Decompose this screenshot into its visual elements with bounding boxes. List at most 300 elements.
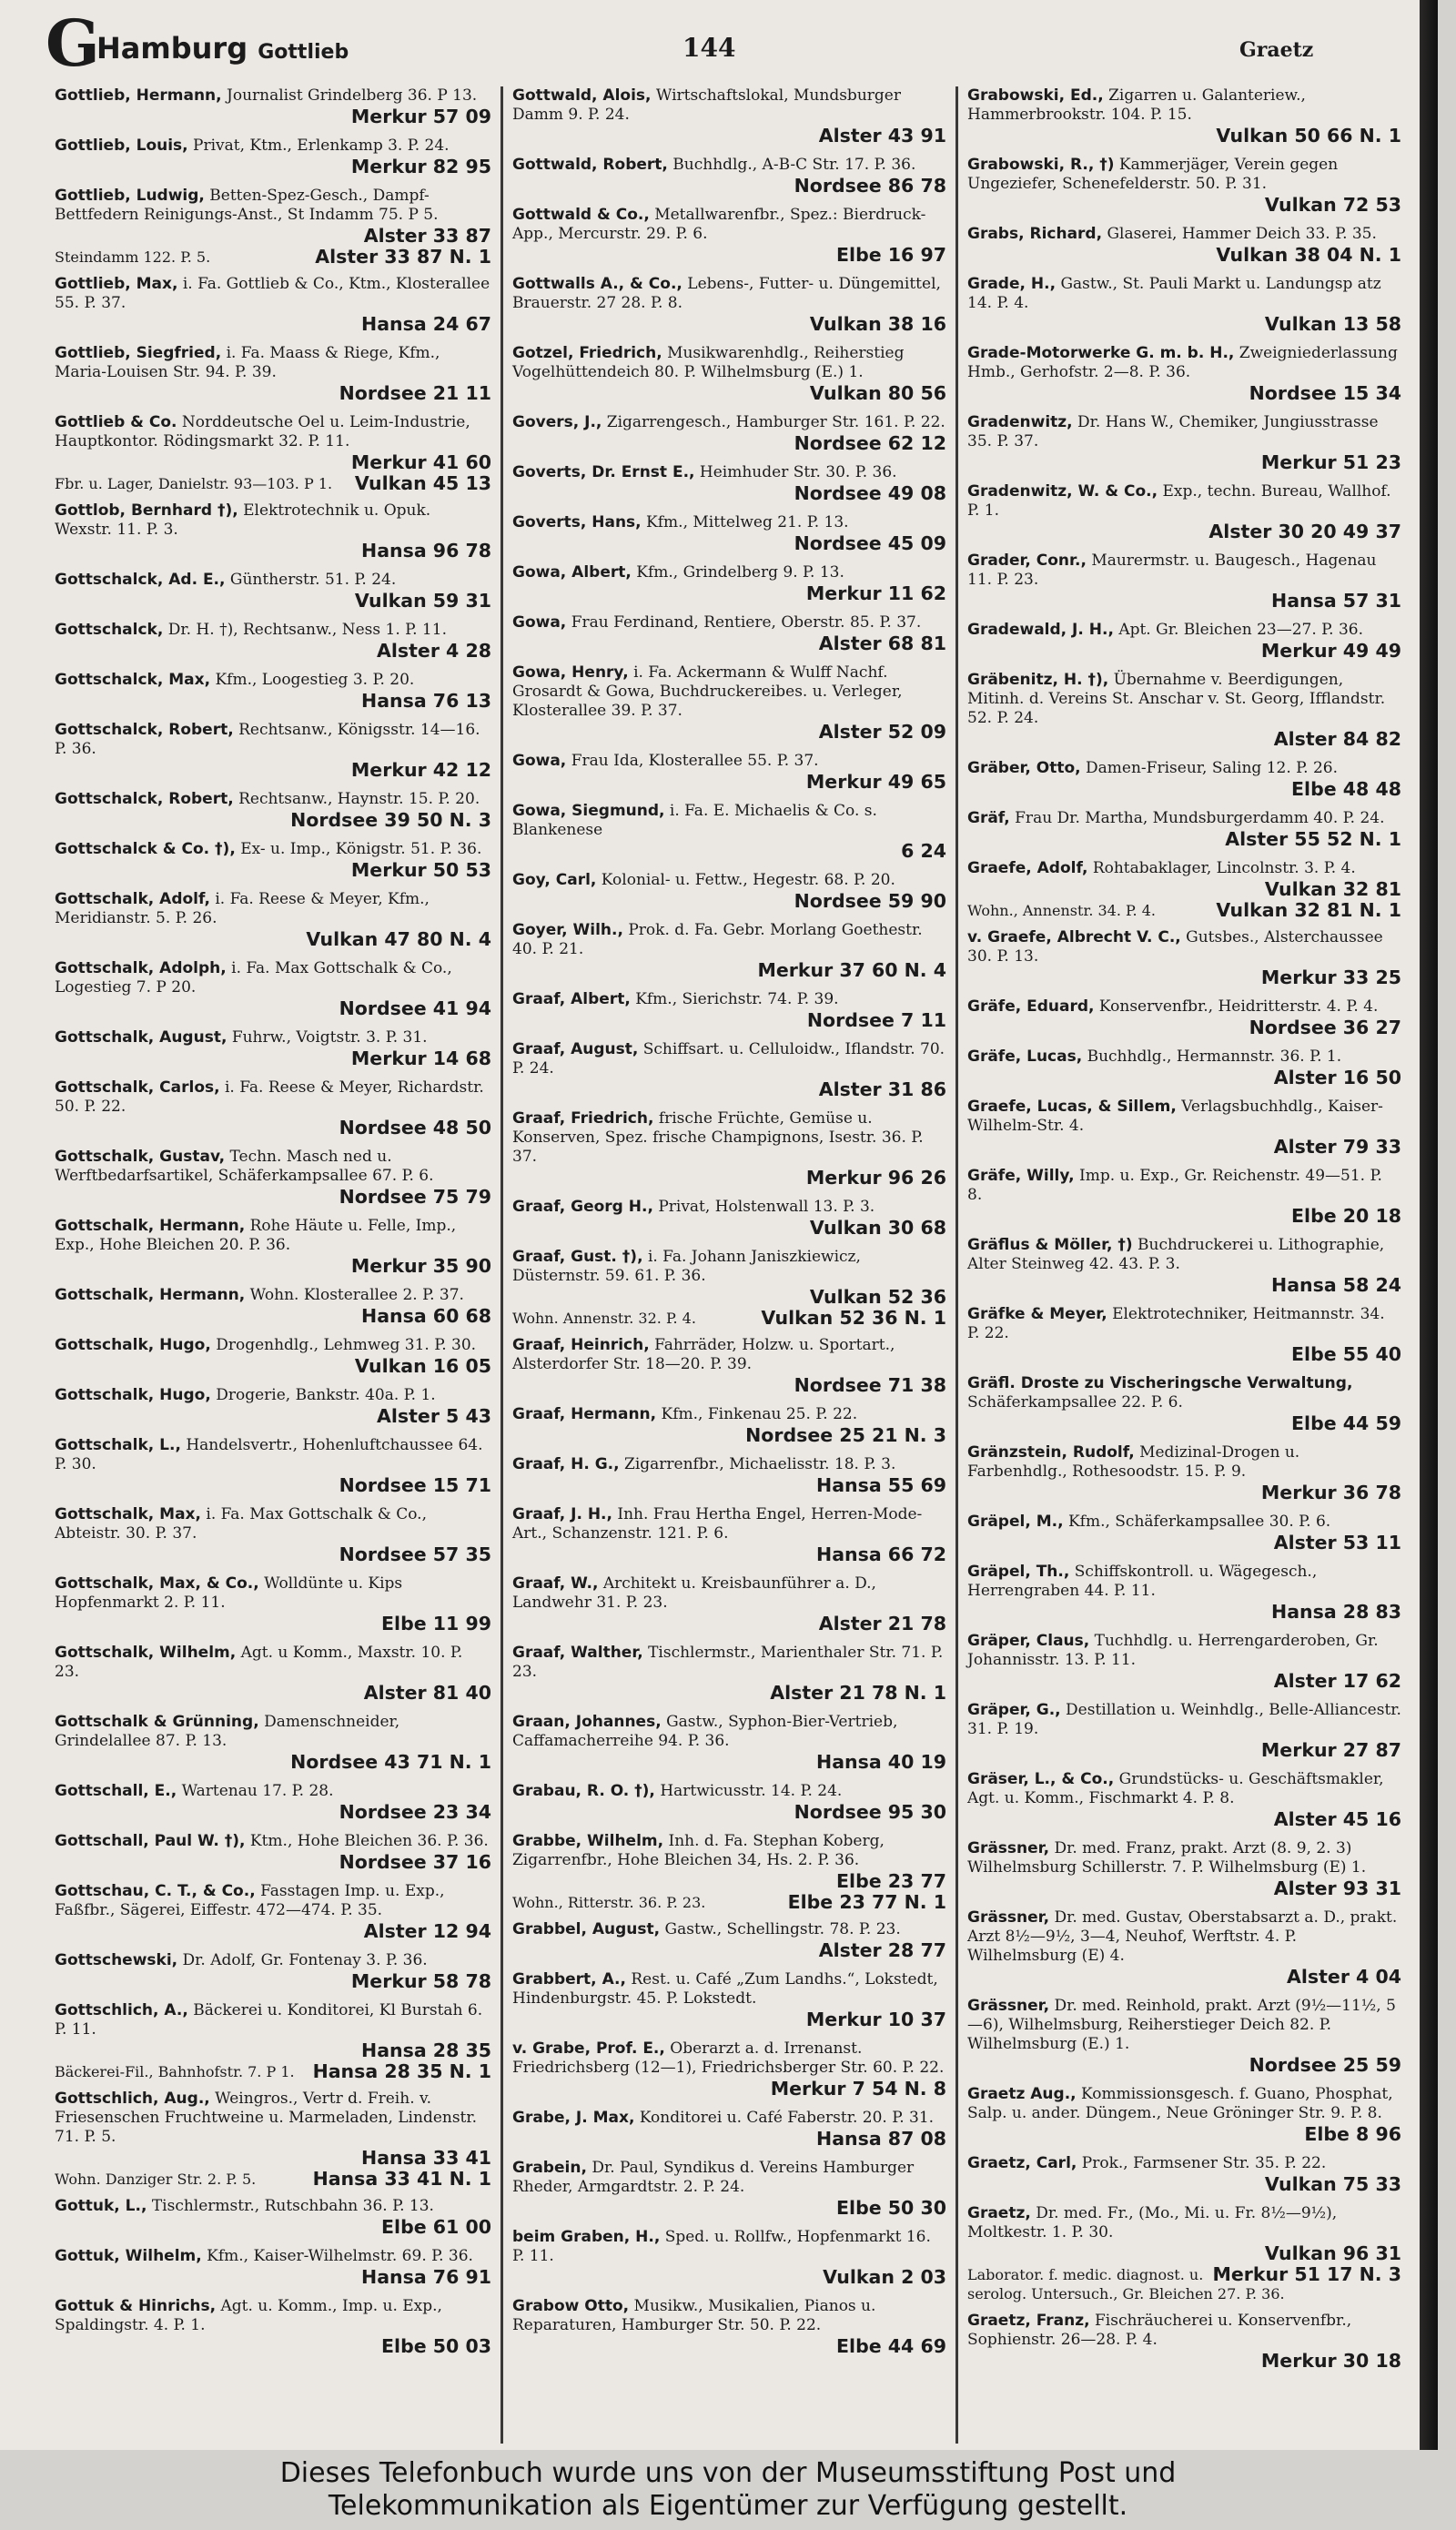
entry-phone: Vulkan 47 80 N. 4	[306, 928, 491, 950]
entry-extra-line	[512, 1309, 946, 1328]
entry-phone: Alster 81 40	[363, 1682, 491, 1704]
directory-entry	[967, 671, 1401, 751]
entry-name: Grässner,	[967, 1997, 1050, 2015]
entry-description: Verlagsbuchhdlg., Kaiser-Wilhelm-Str. 4.	[967, 1098, 1383, 1135]
entry-phone: Hansa 66 72	[816, 1543, 946, 1565]
directory-entry	[967, 2085, 1401, 2146]
entry-name: Gottschalk, Wilhelm,	[55, 1644, 237, 1662]
entry-name: Gottwald, Robert,	[512, 156, 668, 174]
entry-name: Grässner,	[967, 1839, 1050, 1857]
entry-name: Gowa, Henry,	[512, 663, 629, 682]
entry-phone: Nordsee 21 11	[339, 382, 491, 404]
entry-name: Grabowski, R., †)	[967, 156, 1115, 174]
entry-phone: Hansa 60 68	[361, 1305, 491, 1327]
entry-name: Gräfl. Droste zu Vischeringsche Verwaltung,	[967, 1374, 1353, 1392]
entry-phone: Elbe 44 69	[836, 2335, 946, 2357]
entry-description: Privat, Holstenwall 13. P. 3.	[658, 1198, 875, 1216]
entry-description: Dr. med. Reinhold, prakt. Arzt (9½—11½, 5—6), Wilhelmsburg, Reiherstieger Deich 82. P. Wilhelmsburg (E.) 1.	[967, 1997, 1396, 2053]
entry-description: Apt. Gr. Bleichen 23—27. P. 36.	[1118, 621, 1363, 639]
entry-name: Gränzstein, Rudolf,	[967, 1443, 1135, 1462]
entry-name: Goverts, Dr. Ernst E.,	[512, 463, 695, 481]
entry-phone: 6 24	[901, 840, 946, 862]
directory-entry	[967, 1098, 1401, 1159]
entry-phone: Nordsee 57 35	[339, 1543, 491, 1565]
entry-name: v. Graefe, Albrecht V. C.,	[967, 928, 1181, 946]
directory-entry	[967, 1236, 1401, 1297]
entry-description: Elektrotechniker, Heitmannstr. 34. P. 22.	[967, 1305, 1385, 1342]
entry-name: Gottschalck, Max,	[55, 671, 211, 689]
entry-phone: Nordsee 95 30	[794, 1801, 946, 1823]
entry-name: Graetz,	[967, 2204, 1031, 2222]
footer-line-2: Telekommunikation als Eigentümer zur Verfügung gestellt.	[328, 2490, 1128, 2522]
entry-name: Grabe, J. Max,	[512, 2109, 635, 2127]
entry-description: Buchhdlg., Hermannstr. 36. P. 1.	[1087, 1047, 1342, 1066]
entry-phone: Merkur 50 53	[350, 859, 491, 881]
directory-entry	[55, 959, 491, 1020]
entry-name: Grabbert, A.,	[512, 1970, 626, 1989]
directory-entry	[512, 206, 946, 267]
directory-entry	[55, 1078, 491, 1139]
directory-entry	[967, 1513, 1401, 1554]
entry-name: Gottlieb, Hermann,	[55, 86, 222, 105]
directory-entry	[55, 840, 491, 882]
directory-entry	[967, 275, 1401, 336]
directory-entry	[967, 1047, 1401, 1089]
entry-description: Wirtschaftslokal, Mundsburger Damm 9. P. 24.	[512, 86, 901, 124]
directory-entry	[55, 721, 491, 782]
entry-description: Schiffsart. u. Celluloidw., Iflandstr. 70. P. 24.	[512, 1040, 945, 1078]
entry-extra-address: Bäckerei-Fil., Bahnhofstr. 7. P 1.	[55, 2063, 295, 2080]
entry-phone: Alster 4 28	[377, 640, 491, 662]
entry-description: Wolldünte u. Kips Hopfenmarkt 2. P. 11.	[55, 1574, 403, 1612]
directory-entry	[967, 1563, 1401, 1624]
directory-entry	[55, 275, 491, 336]
entry-description: Fasstagen Imp. u. Exp., Faßfbr., Sägerei, Eiffestr. 472—474. P. 35.	[55, 1882, 445, 1919]
directory-entry	[967, 997, 1401, 1039]
entry-phone: Nordsee 41 94	[339, 997, 491, 1019]
entry-name: Gottlieb & Co.	[55, 413, 177, 431]
directory-entry	[512, 1455, 946, 1497]
entry-name: Gradenwitz,	[967, 413, 1073, 431]
directory-entry	[967, 1701, 1401, 1762]
entry-name: Grabow Otto,	[512, 2297, 630, 2315]
entry-extra-phone: Hansa 33 41 N. 1	[312, 2168, 491, 2190]
entry-description: Lebens-, Futter- u. Düngemittel, Brauerstr. 27 28. P. 8.	[512, 275, 941, 312]
section-letter: G	[46, 5, 100, 81]
entry-description: Kfm., Schäferkampsallee 30. P. 6.	[1067, 1513, 1331, 1531]
entry-name: Gowa,	[512, 613, 567, 632]
entry-extra-phone: Elbe 23 77 N. 1	[787, 1891, 946, 1913]
entry-name: Gowa, Albert,	[512, 563, 632, 582]
directory-entry	[512, 86, 946, 147]
entry-name: Gottuk & Hinrichs,	[55, 2297, 217, 2315]
column-2	[500, 86, 956, 2444]
directory-entry	[967, 1839, 1401, 1900]
directory-entry	[512, 2297, 946, 2358]
entry-name: Gottschalk, August,	[55, 1028, 228, 1047]
entry-name: Graaf, Friedrich,	[512, 1109, 654, 1128]
entry-extra-phone: Vulkan 45 13	[354, 472, 491, 494]
entry-extra-line	[512, 1893, 946, 1912]
entry-description: Inh. d. Fa. Stephan Koberg, Zigarrenfbr., Hohe Bleichen 34, Hs. 2. P. 36.	[512, 1832, 885, 1869]
directory-entry	[512, 275, 946, 336]
directory-entry	[55, 1574, 491, 1635]
entry-phone: Nordsee 15 34	[1249, 382, 1401, 404]
entry-description: i. Fa. Max Gottschalk & Co., Abteistr. 30. P. 37.	[55, 1505, 427, 1543]
directory-entry	[55, 1505, 491, 1566]
entry-phone: Alster 79 33	[1273, 1136, 1401, 1158]
entry-description: Schiffskontroll. u. Wägegesch., Herrengraben 44. P. 11.	[967, 1563, 1318, 1600]
entry-phone: Alster 33 87	[363, 225, 491, 247]
entry-name: Goy, Carl,	[512, 871, 597, 889]
entry-phone: Hansa 57 31	[1271, 590, 1401, 612]
directory-entry	[55, 1951, 491, 1993]
entry-name: Grabein,	[512, 2159, 587, 2177]
entry-extra-line	[967, 2265, 1401, 2303]
entry-description: Grundstücks- u. Geschäftsmakler, Agt. u. Komm., Fischmarkt 4. P. 8.	[967, 1770, 1384, 1807]
entry-description: Handelsvertr., Hohenluftchaussee 64. P. 30.	[55, 1436, 483, 1473]
entry-phone: Merkur 11 62	[805, 582, 946, 604]
entry-description: Damenschneider, Grindelallee 87. P. 13.	[55, 1713, 400, 1750]
entry-phone: Merkur 30 18	[1260, 2350, 1401, 2372]
header-first-entry: Gottlieb	[258, 41, 349, 64]
entry-name: Gottschalk, Max,	[55, 1505, 201, 1523]
entry-description: Rest. u. Café „Zum Landhs.“, Lokstedt, Hindenburgstr. 45. P. Lokstedt.	[512, 1970, 938, 2008]
entry-phone: Alster 28 77	[818, 1939, 946, 1961]
directory-entry	[55, 2197, 491, 2239]
directory-entry	[55, 1832, 491, 1874]
entry-description: Architekt u. Kreisbaunführer a. D., Landwehr 31. P. 23.	[512, 1574, 876, 1612]
directory-entry	[512, 1574, 946, 1635]
entry-description: Fischräucherei u. Konservenfbr., Sophienstr. 26—28. P. 4.	[967, 2312, 1352, 2349]
entry-phone: Merkur 27 87	[1260, 1739, 1401, 1761]
entry-name: Gräflus & Möller, †)	[967, 1236, 1133, 1254]
directory-entry	[55, 1217, 491, 1278]
directory-entry	[512, 2159, 946, 2220]
entry-name: Gottschalk & Grünning,	[55, 1713, 259, 1731]
entry-name: Graaf, August,	[512, 1040, 639, 1058]
entry-phone: Nordsee 25 59	[1249, 2054, 1401, 2076]
entry-description: Ex- u. Imp., Königstr. 51. P. 36.	[240, 840, 482, 858]
directory-entry	[55, 2297, 491, 2358]
entry-description: Dr. Paul, Syndikus d. Vereins Hamburger Rheder, Armgardtstr. 2. P. 24.	[512, 2159, 915, 2196]
directory-entry	[55, 571, 491, 612]
entry-name: Gottschall, Paul W. †),	[55, 1832, 246, 1850]
directory-entry	[967, 1632, 1401, 1693]
entry-description: i. Fa. Reese & Meyer, Kfm., Meridianstr. 5. P. 26.	[55, 890, 430, 927]
entry-description: Kfm., Mittelweg 21. P. 13.	[646, 513, 849, 531]
entry-extra-line	[55, 248, 491, 267]
entry-description: Zigarrengesch., Hamburger Str. 161. P. 22.	[606, 413, 945, 431]
entry-phone: Nordsee 86 78	[794, 175, 946, 197]
entry-phone: Vulkan 38 04 N. 1	[1216, 244, 1401, 266]
entry-name: Grabbe, Wilhelm,	[512, 1832, 664, 1850]
entry-phone: Nordsee 49 08	[794, 482, 946, 504]
entry-phone: Hansa 28 83	[1271, 1601, 1401, 1623]
entry-description: i. Fa. Max Gottschalk & Co., Logestieg 7. P 20.	[55, 959, 452, 997]
entry-phone: Hansa 87 08	[816, 2128, 946, 2150]
columns	[46, 86, 1410, 2444]
entry-phone: Vulkan 59 31	[354, 590, 491, 612]
entry-description: Norddeutsche Oel u. Leim-Industrie, Hauptkontor. Rödingsmarkt 32. P. 11.	[55, 413, 470, 450]
entry-name: Graetz Aug.,	[967, 2085, 1077, 2103]
entry-name: Gottschalk, Hugo,	[55, 1336, 211, 1354]
directory-entry	[967, 859, 1401, 920]
entry-description: Gastw., Schellingstr. 78. P. 23.	[664, 1920, 901, 1938]
entry-description: Oberarzt a. d. Irrenanst. Friedrichsberg (12—1), Friedrichsberger Str. 60. P. 22.	[512, 2039, 945, 2077]
entry-name: Gottlieb, Louis,	[55, 137, 188, 155]
entry-description: Güntherstr. 51. P. 24.	[229, 571, 397, 589]
entry-description: Ktm., Hohe Bleichen 36. P. 36.	[249, 1832, 489, 1850]
directory-entry	[967, 1908, 1401, 1989]
entry-description: Drogerie, Bankstr. 40a. P. 1.	[216, 1386, 436, 1404]
entry-description: Konditorei u. Café Faberstr. 20. P. 31.	[639, 2109, 935, 2127]
entry-name: Gottschalk, L.,	[55, 1436, 181, 1454]
entry-phone: Vulkan 16 05	[354, 1355, 491, 1377]
entry-description: Musikw., Musikalien, Pianos u. Reparaturen, Hamburger Str. 50. P. 22.	[512, 2297, 876, 2334]
entry-description: Frau Ferdinand, Rentiere, Oberstr. 85. P. 37.	[571, 613, 922, 632]
entry-phone: Alster 17 62	[1273, 1670, 1401, 1692]
directory-entry	[512, 871, 946, 913]
entry-name: Gottlob, Bernhard †),	[55, 501, 238, 520]
directory-entry	[512, 1644, 946, 1705]
entry-description: Dr. Hans W., Chemiker, Jungiusstrasse 35. P. 37.	[967, 413, 1379, 450]
entry-phone: Merkur 33 25	[1260, 966, 1401, 988]
entry-name: Grade-Motorwerke G. m. b. H.,	[967, 344, 1235, 362]
entry-description: Tuchhdlg. u. Herrengarderoben, Gr. Johannisstr. 13. P. 11.	[967, 1632, 1379, 1669]
entry-phone: Alster 55 52 N. 1	[1225, 828, 1401, 850]
entry-name: Gottuk, L.,	[55, 2197, 147, 2215]
entry-phone: Nordsee 75 79	[339, 1186, 491, 1208]
directory-entry	[512, 563, 946, 605]
entry-name: Gräfe, Willy,	[967, 1167, 1075, 1185]
directory-entry	[967, 1305, 1401, 1366]
entry-phone: Vulkan 96 31	[1264, 2242, 1401, 2264]
directory-entry	[967, 928, 1401, 989]
directory-entry	[55, 1713, 491, 1774]
entry-name: Gottuk, Wilhelm,	[55, 2247, 202, 2265]
entry-description: Bäckerei u. Konditorei, Kl Burstah 6. P. 11.	[55, 2001, 483, 2039]
entry-phone: Alster 68 81	[818, 632, 946, 654]
header-left	[96, 31, 349, 66]
entry-description: Tischlermstr., Rutschbahn 36. P. 13.	[151, 2197, 434, 2215]
entry-phone: Alster 31 86	[818, 1078, 946, 1100]
directory-entry	[512, 802, 946, 863]
entry-description: Frau Dr. Martha, Mundsburgerdamm 40. P. 24.	[1015, 809, 1385, 827]
entry-description: i. Fa. Gottlieb & Co., Ktm., Klosterallee 55. P. 37.	[55, 275, 490, 312]
entry-phone: Elbe 50 03	[381, 2335, 491, 2357]
entry-phone: Alster 93 31	[1273, 1877, 1401, 1899]
entry-description: Damen-Friseur, Saling 12. P. 26.	[1086, 759, 1338, 777]
entry-phone: Alster 53 11	[1273, 1532, 1401, 1553]
directory-entry	[55, 413, 491, 493]
page-header	[46, 7, 1410, 80]
entry-name: Gottschlich, A.,	[55, 2001, 188, 2019]
directory-entry	[512, 663, 946, 744]
entry-description: Exp., techn. Bureau, Wallhof. P. 1.	[967, 482, 1391, 520]
entry-description: Frau Ida, Klosterallee 55. P. 37.	[571, 752, 819, 770]
entry-phone: Merkur 36 78	[1260, 1482, 1401, 1503]
entry-phone: Alster 30 20 49 37	[1208, 521, 1401, 542]
entry-name: Graaf, Albert,	[512, 990, 631, 1008]
entry-description: Drogenhdlg., Lehmweg 31. P. 30.	[216, 1336, 477, 1354]
entry-phone: Elbe 23 77	[836, 1870, 946, 1892]
entry-phone: Alster 16 50	[1273, 1067, 1401, 1088]
entry-name: Gottschalk, Gustav,	[55, 1148, 226, 1166]
entry-phone: Nordsee 62 12	[794, 432, 946, 454]
entry-phone: Vulkan 50 66 N. 1	[1216, 125, 1401, 147]
entry-phone: Merkur 41 60	[350, 451, 491, 473]
directory-entry	[512, 1832, 946, 1912]
entry-description: Zweigniederlassung Hmb., Gerhofstr. 2—8. P. 36.	[967, 344, 1398, 381]
directory-entry	[967, 759, 1401, 801]
entry-phone: Merkur 51 23	[1260, 451, 1401, 473]
directory-entry	[512, 344, 946, 405]
entry-extra-address: Wohn., Ritterstr. 36. P. 23.	[512, 1894, 706, 1911]
entry-description: Fuhrw., Voigtstr. 3. P. 31.	[231, 1028, 428, 1047]
entry-phone: Merkur 37 60 N. 4	[757, 959, 946, 981]
entry-phone: Alster 5 43	[377, 1405, 491, 1427]
directory-entry	[55, 1644, 491, 1705]
entry-phone: Merkur 49 49	[1260, 640, 1401, 662]
entry-phone: Nordsee 7 11	[806, 1009, 946, 1031]
entry-name: Gräpel, Th.,	[967, 1563, 1070, 1581]
entry-description: Dr. med. Gustav, Oberstabsarzt a. D., prakt. Arzt 8½—9½, 3—4, Neuhof, Werftstr. 4. P. Wilhelmsburg (E) 4.	[967, 1908, 1398, 1965]
entry-description: Maurermstr. u. Baugesch., Hagenau 11. P. 23.	[967, 552, 1377, 589]
entry-extra-phone: Hansa 28 35 N. 1	[312, 2060, 491, 2082]
directory-entry	[512, 1713, 946, 1774]
entry-name: Graaf, Georg H.,	[512, 1198, 653, 1216]
directory-entry	[512, 1040, 946, 1101]
entry-phone: Nordsee 48 50	[339, 1117, 491, 1138]
directory-entry	[967, 1374, 1401, 1435]
directory-entry	[512, 1505, 946, 1566]
directory-entry	[967, 621, 1401, 663]
directory-entry	[512, 1970, 946, 2031]
entry-description: Medizinal-Drogen u. Farbenhdlg., Rothesoodstr. 15. P. 9.	[967, 1443, 1300, 1481]
entry-name: Grader, Conr.,	[967, 552, 1087, 570]
entry-description: Buchdruckerei u. Lithographie, Alter Steinweg 42. 43. P. 3.	[967, 1236, 1385, 1273]
entry-name: Gottlieb, Max,	[55, 275, 178, 293]
entry-phone: Alster 52 09	[818, 721, 946, 743]
entry-name: Gottlieb, Ludwig,	[55, 187, 205, 205]
directory-entry	[55, 187, 491, 267]
entry-phone: Hansa 55 69	[816, 1474, 946, 1496]
entry-name: Gottschalck & Co. †),	[55, 840, 236, 858]
entry-phone: Elbe 11 99	[381, 1613, 491, 1634]
directory-entry	[55, 890, 491, 951]
entry-description: Dr. med. Fr., (Mo., Mi. u. Fr. 8½—9½), Moltkestr. 1. P. 30.	[967, 2204, 1338, 2242]
entry-phone: Merkur 14 68	[350, 1047, 491, 1069]
entry-description: Destillation u. Weinhdlg., Belle-Alliancestr. 31. P. 19.	[967, 1701, 1401, 1738]
directory-entry	[967, 1770, 1401, 1831]
entry-name: Gottschalck,	[55, 621, 164, 639]
entry-extra-line	[55, 474, 491, 493]
directory-entry	[512, 990, 946, 1032]
entry-phone: Nordsee 45 09	[794, 532, 946, 554]
directory-entry	[55, 1336, 491, 1378]
entry-phone: Alster 43 91	[818, 125, 946, 147]
entry-name: Graefe, Adolf,	[967, 859, 1088, 877]
entry-name: Goyer, Wilh.,	[512, 921, 623, 939]
entry-phone: Alster 21 78	[818, 1613, 946, 1634]
entry-phone: Nordsee 37 16	[339, 1851, 491, 1873]
directory-entry	[55, 1882, 491, 1943]
entry-extra-address: Wohn., Annenstr. 34. P. 4.	[967, 902, 1156, 919]
entry-phone: Vulkan 72 53	[1264, 194, 1401, 216]
directory-entry	[967, 482, 1401, 543]
entry-name: Gottschau, C. T., & Co.,	[55, 1882, 256, 1900]
entry-extra-phone: Vulkan 32 81 N. 1	[1216, 899, 1401, 921]
entry-extra-address: Steindamm 122. P. 5.	[55, 248, 211, 266]
entry-phone: Alster 21 78 N. 1	[770, 1682, 946, 1704]
entry-name: Gottschalk, Hugo,	[55, 1386, 211, 1404]
directory-entry	[512, 2039, 946, 2100]
directory-entry	[512, 1782, 946, 1824]
entry-name: Gottschalk, Adolph,	[55, 959, 227, 977]
entry-description: Kfm., Loogestieg 3. P. 20.	[215, 671, 415, 689]
entry-name: Gottschalck, Ad. E.,	[55, 571, 226, 589]
entry-phone: Elbe 50 30	[836, 2197, 946, 2219]
entry-extra-line	[55, 2062, 491, 2081]
entry-extra-address: Wohn. Danziger Str. 2. P. 5.	[55, 2171, 257, 2188]
entry-phone: Nordsee 39 50 N. 3	[290, 809, 491, 831]
entry-description: Kolonial- u. Fettw., Hegestr. 68. P. 20.	[601, 871, 895, 889]
entry-phone: Hansa 33 41	[361, 2147, 491, 2169]
entry-extra-address: Wohn. Annenstr. 32. P. 4.	[512, 1310, 696, 1327]
directory-entry	[967, 413, 1401, 474]
entry-description: Hartwicusstr. 14. P. 24.	[660, 1782, 843, 1800]
entry-phone: Elbe 61 00	[381, 2216, 491, 2238]
entry-name: Gottschlich, Aug.,	[55, 2090, 210, 2108]
entry-name: Gotzel, Friedrich,	[512, 344, 662, 362]
entry-description: Privat, Ktm., Erlenkamp 3. P. 24.	[193, 137, 450, 155]
footer-note	[0, 2450, 1456, 2530]
entry-name: Graaf, Hermann,	[512, 1405, 657, 1423]
entry-phone: Hansa 40 19	[816, 1751, 946, 1773]
entry-description: Rechtsanw., Königsstr. 14—16. P. 36.	[55, 721, 480, 758]
entry-name: Grabbel, August,	[512, 1920, 661, 1938]
entry-description: Zigarren u. Galanteriew., Hammerbrookstr. 104. P. 15.	[967, 86, 1306, 124]
entry-description: Tischlermstr., Marienthaler Str. 71. P. 23.	[512, 1644, 944, 1681]
entry-phone: Hansa 76 91	[361, 2266, 491, 2288]
entry-description: Agt. u. Komm., Imp. u. Exp., Spaldingstr. 4. P. 1.	[55, 2297, 442, 2334]
directory-entry	[967, 225, 1401, 267]
entry-phone: Merkur 96 26	[805, 1167, 946, 1189]
entry-description: Weingros., Vertr d. Freih. v. Friesenschen Fruchtweine u. Marmeladen, Lindenstr. 71. P. 5.	[55, 2090, 478, 2146]
entry-description: Heimhuder Str. 30. P. 36.	[699, 463, 897, 481]
entry-description: i. Fa. Johann Janiszkiewicz, Düsternstr. 59. 61. P. 36.	[512, 1248, 861, 1285]
entry-phone: Elbe 20 18	[1291, 1205, 1401, 1227]
entry-extra-phone: Merkur 51 17 N. 3	[1212, 2263, 1401, 2285]
entry-description: Kfm., Finkenau 25. P. 22.	[661, 1405, 858, 1423]
entry-description: Sped. u. Rollfw., Hopfenmarkt 16. P. 11.	[512, 2228, 931, 2265]
entry-name: Gottlieb, Siegfried,	[55, 344, 222, 362]
entry-name: Graaf, Walther,	[512, 1644, 643, 1662]
entry-description: Übernahme v. Beerdigungen, Mitinh. d. Vereins St. Anschar v. St. Georg, Ifflandstr. 52. P. 24.	[967, 671, 1386, 727]
entry-phone: Merkur 10 37	[805, 2009, 946, 2030]
entry-description: i. Fa. Reese & Meyer, Richardstr. 50. P. 22.	[55, 1078, 484, 1116]
entry-phone: Vulkan 2 03	[823, 2266, 946, 2288]
directory-entry	[967, 86, 1401, 147]
entry-phone: Elbe 48 48	[1291, 778, 1401, 800]
entry-description: Metallwarenfbr., Spez.: Bierdruck-App., Mercurstr. 29. P. 6.	[512, 206, 926, 243]
entry-phone: Nordsee 43 71 N. 1	[290, 1751, 491, 1773]
entry-name: Gottwald & Co.,	[512, 206, 650, 224]
entry-description: i. Fa. E. Michaelis & Co. s. Blankenese	[512, 802, 877, 839]
entry-name: Gottwalls A., & Co.,	[512, 275, 682, 293]
entry-phone: Nordsee 25 21 N. 3	[745, 1424, 946, 1446]
